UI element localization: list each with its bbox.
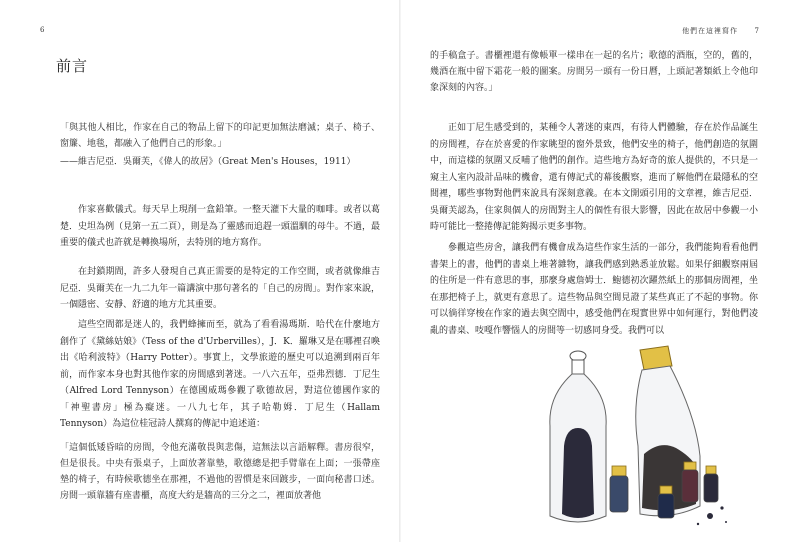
quote-continuation: 的手稿盒子。書櫃裡還有像帳單一樣串在一起的名片；歌德的酒瓶，空的，舊的，幾酒在瓶中留下霜花一般的圖案。房間另一頭有一份日曆，上頭記著類紙上令他印象深刻的內容。」 (430, 51, 758, 93)
paragraph-5: 參觀這些房舍，讓我們有機會成為這些作家生活的一部分，我們能夠看看他們書架上的書，他們的書桌上堆著雜物，讓我們感到熟悉並放鬆。如果仔細觀察兩屆的住所是一件有意思的事，那麼身處詹姆士．鮑德初次躍然紙上的那個房間裡，坐在那把椅子上，就更有意思了。這些物品與空間見證了某些真正了不起的事物。你可以徜徉穿梭在作家的過去與空間中，感受他們在現實世界中如何運行，對他們凌亂的書桌、吱嘎作響惱人的房間等一切感同身受。我們可以 (430, 243, 758, 336)
epigraph: 「與其他人相比，作家在自己的物品上留下的印記更加無法磨滅；桌子、椅子、窗簾、地毯，都融入了他們自己的形象。」 (60, 123, 380, 149)
epigraph-attribution: ——維吉尼亞．吳爾芙，《偉人的故居》（Great Men's Houses，1911） (60, 157, 356, 167)
page-number-left: 6 (40, 26, 46, 34)
chapter-title: 前言 (56, 57, 89, 75)
page-number-right: 7 (754, 27, 760, 35)
ink-bottles-illustration (500, 336, 732, 532)
running-head-title: 他們在這裡寫作 (682, 27, 739, 35)
paragraph-1: 作家喜歡儀式。每天早上現削一盒鉛筆。一整天灌下大量的咖啡。或者以葛楚．史坦為例（見第一五二頁），則是為了靈感而追趕一頭溫馴的母牛。不過，最重要的儀式也許就是轉換場所，去特別的地方寫作。 (60, 205, 380, 248)
paragraph-2: 在封鎖期間，許多人發現自己真正需要的是特定的工作空間，或者就像維吉尼亞．吳爾芙在一九二九年一篇講演中那句著名的「自己的房間」。對作家來說，一個隱密、安靜、舒適的地方尤其重要。 (60, 267, 380, 310)
ink-splatter-icon (697, 506, 727, 525)
paragraph-3: 這些空間都是迷人的，我們蜂擁而至，就為了看看湯瑪斯．哈代在什麼地方創作了《黛絲姑娘》（Tess of the d'Urbervilles），J．K．羅琳又是在哪裡召喚出《哈利波特》（Harry Potter）。事實上，文學旅遊的歷史可以追溯到兩百年前，而作家本身也對其他作家的房間感到著迷。一八六五年，亞弗烈德．丁尼生（Alfred Lord Tennyson）在德國威瑪參觀了歌德故居，對這位德國作家的「神聖書房」極為癡迷。一八九七年，其子哈勒姆．丁尼生（Hallam Tennyson）為這位桂冠詩人撰寫的傳記中追述道： (60, 320, 380, 429)
paragraph-4: 正如丁尼生感受到的，某種令人著迷的東西，有待人們體驗，存在於作品誕生的房間裡，存在於喜愛的作家眺望的窗外景致，他們安坐的椅子，他們創造的氛圍中，而這樣的氛圍又反哺了他們的創作。這些地方為好奇的旅人提供的，不只是一窺主人室內設計品味的機會，還有傳記式的幕後觀察，進而了解他們在最隱私的空間裡，哪些事物對他們來說具有深刻意義。在本文開頭引用的文章裡，維吉尼亞．吳爾芙認為，住家與個人的房間對主人的個性有很大影響，因此在故居中參觀一小時可能比一整捲傳記能夠揭示更多事物。 (430, 123, 758, 232)
tall-flask-icon (550, 351, 606, 522)
running-head (682, 26, 760, 36)
block-quote: 「這個低矮昏暗的房間，令他充滿敬畏與悲傷，這無法以言語解釋。書房很窄，但是很長。中央有張桌子，上面放著靠墊，歌德總是把手臂靠在上面；一張帶座墊的椅子，有時候歌德坐在那裡，不過他的習慣是來回踱步，一面向秘書口述。房間一頭靠牆有座書櫃，高度大約是牆高的三分之二，裡面放著他 (60, 443, 380, 501)
